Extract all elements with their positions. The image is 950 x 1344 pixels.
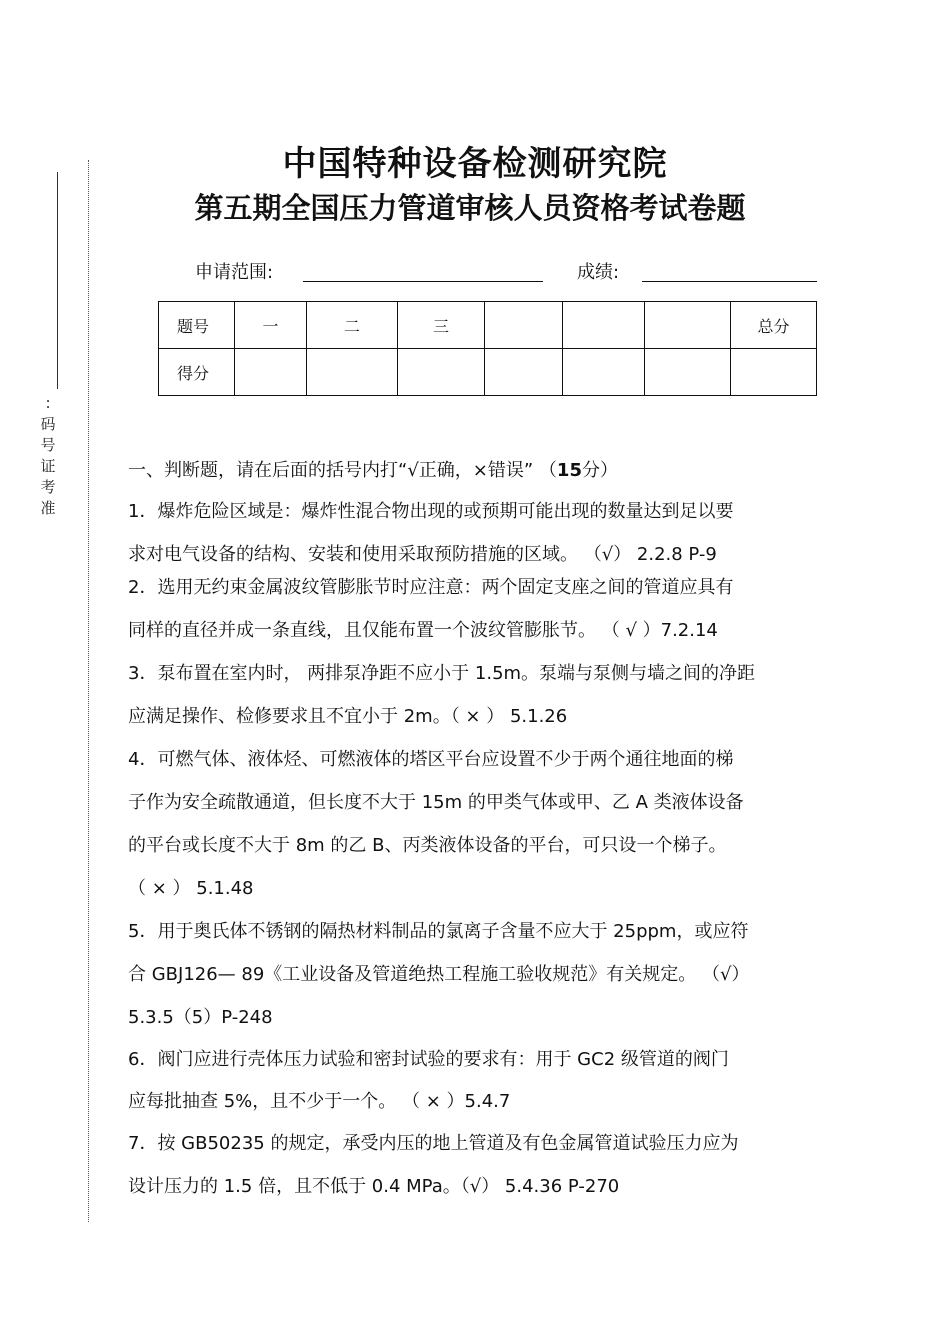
- question-7-line-1: 7．按 GB50235 的规定，承受内压的地上管道及有色金属管道试验压力应为: [128, 1133, 739, 1154]
- table-cell: 得分: [159, 349, 235, 396]
- table-row: [159, 349, 817, 396]
- question-6-line-2: 应每批抽查 5%，且不少于一个。 （ × ）5.4.7: [128, 1091, 511, 1112]
- question-4-line-2: 子作为安全疏散通道，但长度不大于 15m 的甲类气体或甲、乙 A 类液体设备: [128, 792, 744, 813]
- apply-scope-label: 申请范围:: [195, 262, 274, 283]
- score-field[interactable]: [642, 281, 817, 282]
- question-4-line-1: 4．可燃气体、液体烃、可燃液体的塔区平台应设置不少于两个通往地面的梯: [128, 749, 734, 770]
- table-cell: 题号: [159, 302, 235, 349]
- question-1-line-2: 求对电气设备的结构、安装和使用采取预防措施的区域。 （√） 2.2.8 P-9: [128, 544, 717, 565]
- score-input-cell[interactable]: [398, 349, 485, 396]
- table-row: [159, 302, 817, 349]
- section-heading: 一、判断题，请在后面的括号内打“√正确，×错误” （15分）: [128, 460, 618, 481]
- score-input-cell[interactable]: [485, 349, 563, 396]
- apply-scope-field[interactable]: [303, 281, 543, 282]
- question-4-line-3: 的平台或长度不大于 8m 的乙 B、丙类液体设备的平台，可只设一个梯子。: [128, 835, 727, 856]
- table-cell: 一: [235, 302, 307, 349]
- question-3-line-2: 应满足操作、检修要求且不宜小于 2m。（ × ） 5.1.26: [128, 706, 568, 727]
- section-points: 15: [556, 460, 582, 481]
- question-5-line-2: 合 GBJ126— 89《工业设备及管道绝热工程施工验收规范》有关规定。 （√）: [128, 964, 750, 985]
- table-cell: 三: [398, 302, 485, 349]
- binding-dotted-line: [88, 160, 89, 1222]
- exam-title: 第五期全国压力管道审核人员资格考试卷题: [194, 191, 746, 225]
- question-7-line-2: 设计压力的 1.5 倍，且不低于 0.4 MPa。（√） 5.4.36 P-270: [128, 1176, 620, 1197]
- exam-id-label: : 码 号 证 考 准: [40, 394, 56, 517]
- question-5-line-1: 5．用于奥氏体不锈钢的隔热材料制品的氯离子含量不应大于 25ppm，或应符: [128, 921, 749, 942]
- table-cell: 二: [307, 302, 398, 349]
- question-2-line-2: 同样的直径并成一条直线，且仅能布置一个波纹管膨胀节。 （ √ ）7.2.14: [128, 620, 718, 641]
- score-input-cell[interactable]: [235, 349, 307, 396]
- score-label: 成绩:: [577, 262, 620, 283]
- question-4-line-4: （ × ） 5.1.48: [128, 878, 254, 899]
- table-cell: [645, 302, 731, 349]
- question-5-line-3: 5.3.5（5）P-248: [128, 1007, 273, 1028]
- score-table: [158, 301, 817, 396]
- table-cell: [563, 302, 645, 349]
- question-2-line-1: 2．选用无约束金属波纹管膨胀节时应注意：两个固定支座之间的管道应具有: [128, 577, 734, 598]
- score-input-cell[interactable]: [307, 349, 398, 396]
- score-input-cell[interactable]: [563, 349, 645, 396]
- table-cell: 总分: [731, 302, 817, 349]
- score-input-cell[interactable]: [731, 349, 817, 396]
- question-6-line-1: 6．阀门应进行壳体压力试验和密封试验的要求有：用于 GC2 级管道的阀门: [128, 1049, 729, 1070]
- table-cell: [485, 302, 563, 349]
- question-1-line-1: 1．爆炸危险区域是：爆炸性混合物出现的或预期可能出现的数量达到足以要: [128, 501, 734, 522]
- institute-title: 中国特种设备检测研究院: [282, 144, 668, 184]
- score-input-cell[interactable]: [645, 349, 731, 396]
- question-3-line-1: 3．泵布置在室内时， 两排泵净距不应小于 1.5m。泵端与泵侧与墙之间的净距: [128, 663, 756, 684]
